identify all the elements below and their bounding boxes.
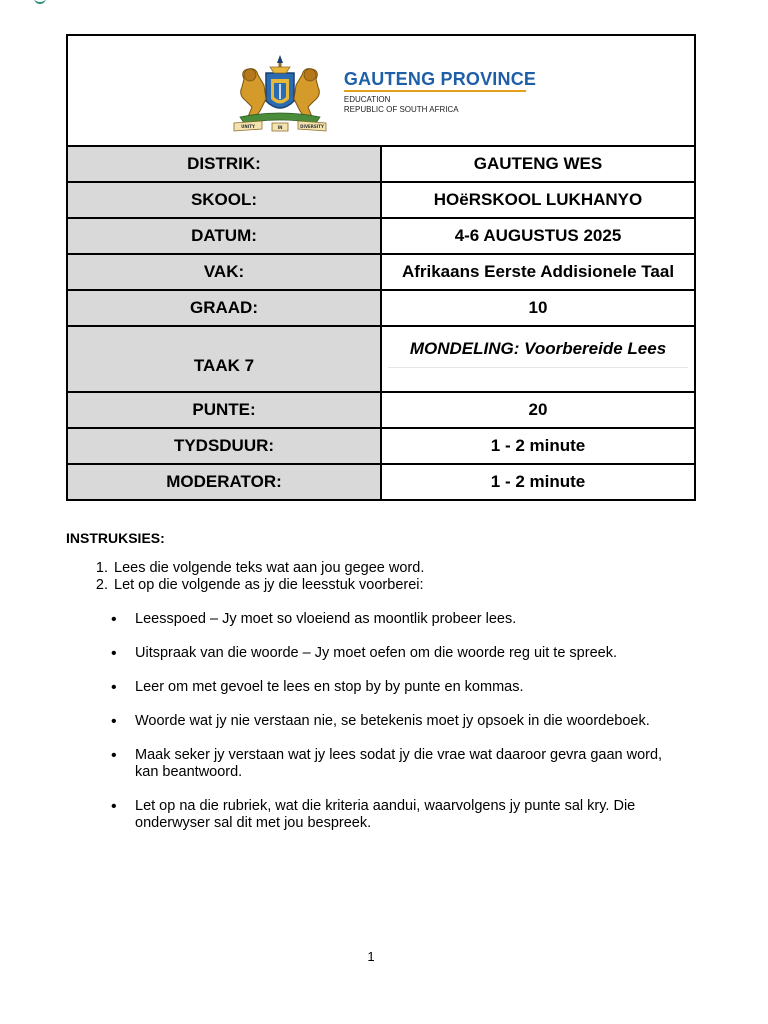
row-moderator [67,464,695,500]
row-duration [67,428,695,464]
bullet-icon: • [111,611,117,628]
label-duration: TYDSDUUR: [67,428,381,464]
bullet-item [111,713,706,730]
brand-divider [344,90,526,92]
value-task: MONDELING: Voorbereide Lees [388,337,688,368]
coat-of-arms-icon [226,53,334,133]
row-grade [67,290,695,326]
value-duration: 1 - 2 minute [381,428,695,464]
step-item: 1. Lees die volgende teks wat aan jou gegee word. [112,560,706,577]
cover-table [66,34,696,501]
motto-left: UNITY [241,123,255,129]
row-district [67,146,695,182]
label-moderator: MODERATOR: [67,464,381,500]
bullet-text: Leer om met gevoel te lees en stop by by punte en kommas. [135,679,524,695]
label-school: SKOOL: [67,182,381,218]
label-grade: GRAAD: [67,290,381,326]
bullet-item [111,798,706,832]
instructions-title: INSTRUKSIES: [66,530,165,546]
value-marks: 20 [381,392,695,428]
bullet-item [111,747,706,781]
brand-block [344,70,536,115]
bullet-icon: • [111,713,117,730]
row-subject [67,254,695,290]
instructions-bullets [66,611,706,832]
value-grade: 10 [381,290,695,326]
brand-title: GAUTENG PROVINCE [343,69,537,89]
bullet-item [111,645,706,662]
value-moderator: 1 - 2 minute [381,464,695,500]
page-number: 1 [367,949,375,964]
label-district: DISTRIK: [67,146,381,182]
bullet-icon: • [111,645,117,662]
bullet-text: Let op na die rubriek, wat die kriteria aandui, waarvolgens jy punte sal kry. Die onderwyser sal dit met jou bespreek. [135,798,636,831]
value-school: HOëRSKOOL LUKHANYO [381,182,695,218]
bullet-icon: • [111,798,117,815]
bullet-text: Maak seker jy verstaan wat jy lees sodat jy die vrae wat daaroor gevra gaan word, kan beantwoord. [135,747,663,780]
bullet-item [111,611,706,628]
brand-sub-country: REPUBLIC OF SOUTH AFRICA [343,105,459,114]
bullet-icon: • [111,679,117,696]
row-task [67,326,695,392]
label-subject: VAK: [67,254,381,290]
row-date [67,218,695,254]
value-district: GAUTENG WES [381,146,695,182]
value-subject: Afrikaans Eerste Addisionele Taal [381,254,695,290]
motto-mid: IN [277,124,283,130]
step-item: 2. Let op die volgende as jy die leesstuk voorberei: [112,577,706,594]
label-date: DATUM: [67,218,381,254]
gauteng-logo [68,49,694,133]
corner-mark [34,0,46,4]
label-marks: PUNTE: [67,392,381,428]
label-task: TAAK 7 [67,326,381,392]
instructions-section [66,530,706,849]
row-marks [67,392,695,428]
instructions-steps [66,560,706,594]
value-task-cell [381,326,695,392]
logo-cell [67,35,695,146]
motto-right: DIVERSITY [300,123,324,129]
brand-sub-education: EDUCATION [343,95,391,104]
bullet-text: Leesspoed – Jy moet so vloeiend as moontlik probeer lees. [135,611,517,627]
bullet-text: Uitspraak van die woorde – Jy moet oefen om die woorde reg uit te spreek. [135,645,617,661]
bullet-text: Woorde wat jy nie verstaan nie, se betekenis moet jy opsoek in die woordeboek. [135,713,650,729]
value-date: 4-6 AUGUSTUS 2025 [381,218,695,254]
row-school [67,182,695,218]
bullet-item [111,679,706,696]
bullet-icon: • [111,747,117,764]
